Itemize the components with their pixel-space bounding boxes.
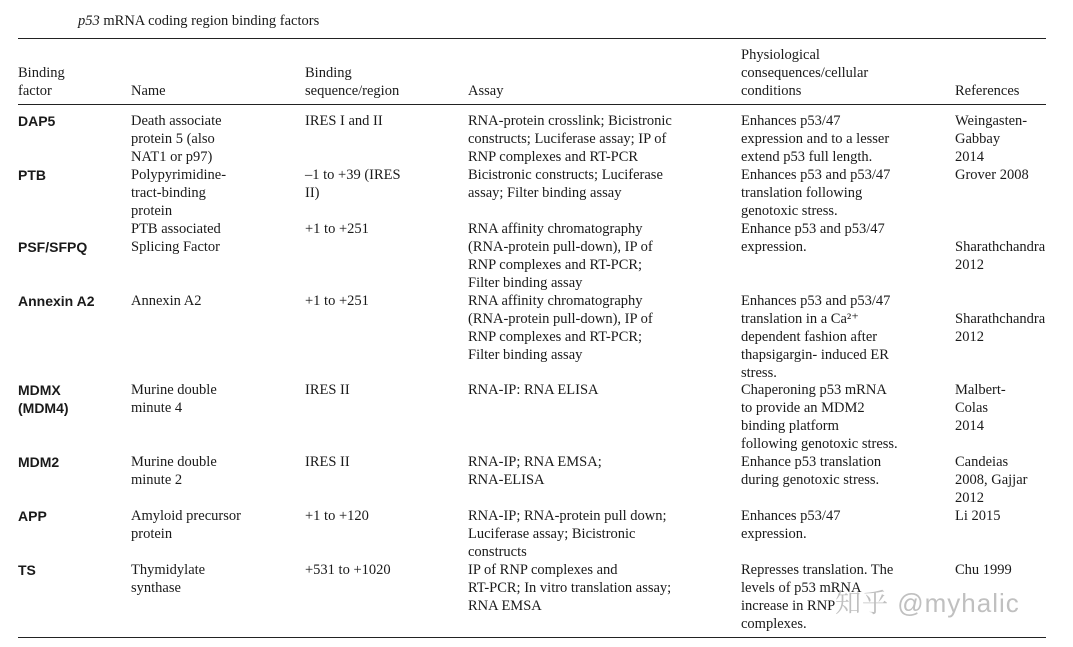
bottom-rule <box>18 637 1046 638</box>
header-consequences: Physiological consequences/cellular conditions <box>741 47 869 99</box>
cell-name: Murine double minute 4 <box>131 382 217 416</box>
table-header <box>18 44 1048 104</box>
cell-assay: RNA-IP; RNA-protein pull down; Luciferase assay; Bicistronic constructs <box>468 508 667 560</box>
cell-factor: DAP5 <box>18 113 56 129</box>
cell-name: Annexin A2 <box>131 293 202 309</box>
cell-region: +1 to +120 <box>305 508 369 524</box>
cell-factor: MDMX (MDM4) <box>18 382 69 416</box>
cell-reference: Li 2015 <box>955 508 1001 524</box>
cell-reference: Sharathchandra 2012 <box>955 311 1046 345</box>
cell-factor: Annexin A2 <box>18 293 95 309</box>
cell-assay: RNA affinity chromatography (RNA-protein pull-down), IP of RNP complexes and RT-PCR; Filter binding assay <box>468 293 653 363</box>
cell-consequence: Represses translation. The levels of p53 mRNA increase in RNP complexes. <box>741 562 894 632</box>
cell-assay: Bicistronic constructs; Luciferase assay; Filter binding assay <box>468 167 663 201</box>
cell-reference: Grover 2008 <box>955 167 1029 183</box>
cell-name: Amyloid precursor protein <box>131 508 241 542</box>
cell-region: IRES II <box>305 382 350 398</box>
watermark-text: 知乎 @myhalic <box>835 588 1020 618</box>
caption-gene: p53 <box>78 13 100 29</box>
cell-reference: Malbert- Colas 2014 <box>955 382 1006 434</box>
cell-assay: IP of RNP complexes and RT-PCR; In vitro translation assay; RNA EMSA <box>468 562 672 614</box>
cell-assay: RNA-IP; RNA EMSA; RNA-ELISA <box>468 454 602 488</box>
header-binding-sequence: Binding sequence/region <box>305 65 400 99</box>
cell-reference: Sharathchandra 2012 <box>955 239 1046 273</box>
cell-region: –1 to +39 (IRES II) <box>305 167 401 201</box>
cell-consequence: Enhances p53 and p53/47 translation following genotoxic stress. <box>741 167 891 219</box>
cell-reference: Weingasten- Gabbay 2014 <box>955 113 1028 165</box>
cell-assay: RNA-protein crosslink; Bicistronic constructs; Luciferase assay; IP of RNP complexes and RT-PCR <box>468 113 672 165</box>
cell-name: Thymidylate synthase <box>131 562 206 596</box>
cell-region: IRES II <box>305 454 350 470</box>
cell-factor: PTB <box>18 167 46 183</box>
header-name: Name <box>131 83 166 99</box>
cell-assay: RNA-IP: RNA ELISA <box>468 382 599 398</box>
cell-consequence: Enhance p53 translation during genotoxic stress. <box>741 454 882 488</box>
header-binding-factor: Binding factor <box>18 65 65 99</box>
cell-region: +1 to +251 <box>305 221 369 237</box>
cell-region: IRES I and II <box>305 113 383 129</box>
cell-reference: Candeias 2008, Gajjar 2012 <box>955 454 1028 506</box>
cell-name: Death associate protein 5 (also NAT1 or p97) <box>131 113 222 165</box>
cell-factor: TS <box>18 562 36 578</box>
header-assay: Assay <box>468 83 504 99</box>
cell-name: Polypyrimidine- tract-binding protein <box>131 167 227 219</box>
caption-text: mRNA coding region binding factors <box>99 13 320 29</box>
cell-consequence: Enhances p53 and p53/47 translation in a Ca²⁺ dependent fashion after thapsigargin- induced ER stress. <box>741 293 891 381</box>
header-references: References <box>955 83 1020 99</box>
cell-consequence: Enhances p53/47 expression and to a lesser extend p53 full length. <box>741 113 890 165</box>
top-rule <box>18 38 1046 39</box>
cell-region: +531 to +1020 <box>305 562 391 578</box>
cell-assay: RNA affinity chromatography (RNA-protein pull-down), IP of RNP complexes and RT-PCR; Filter binding assay <box>468 221 653 291</box>
cell-reference: Chu 1999 <box>955 562 1012 578</box>
cell-consequence: Chaperoning p53 mRNA to provide an MDM2 binding platform following genotoxic stress. <box>741 382 898 452</box>
table-caption <box>78 12 319 30</box>
cell-factor: MDM2 <box>18 454 60 470</box>
cell-region: +1 to +251 <box>305 293 369 309</box>
cell-consequence: Enhances p53/47 expression. <box>741 508 841 542</box>
cell-name: PTB associated Splicing Factor <box>131 221 221 255</box>
cell-consequence: Enhance p53 and p53/47 expression. <box>741 221 885 255</box>
header-rule <box>18 104 1046 105</box>
cell-factor: APP <box>18 508 47 524</box>
cell-factor: PSF/SFPQ <box>18 239 88 255</box>
cell-name: Murine double minute 2 <box>131 454 217 488</box>
